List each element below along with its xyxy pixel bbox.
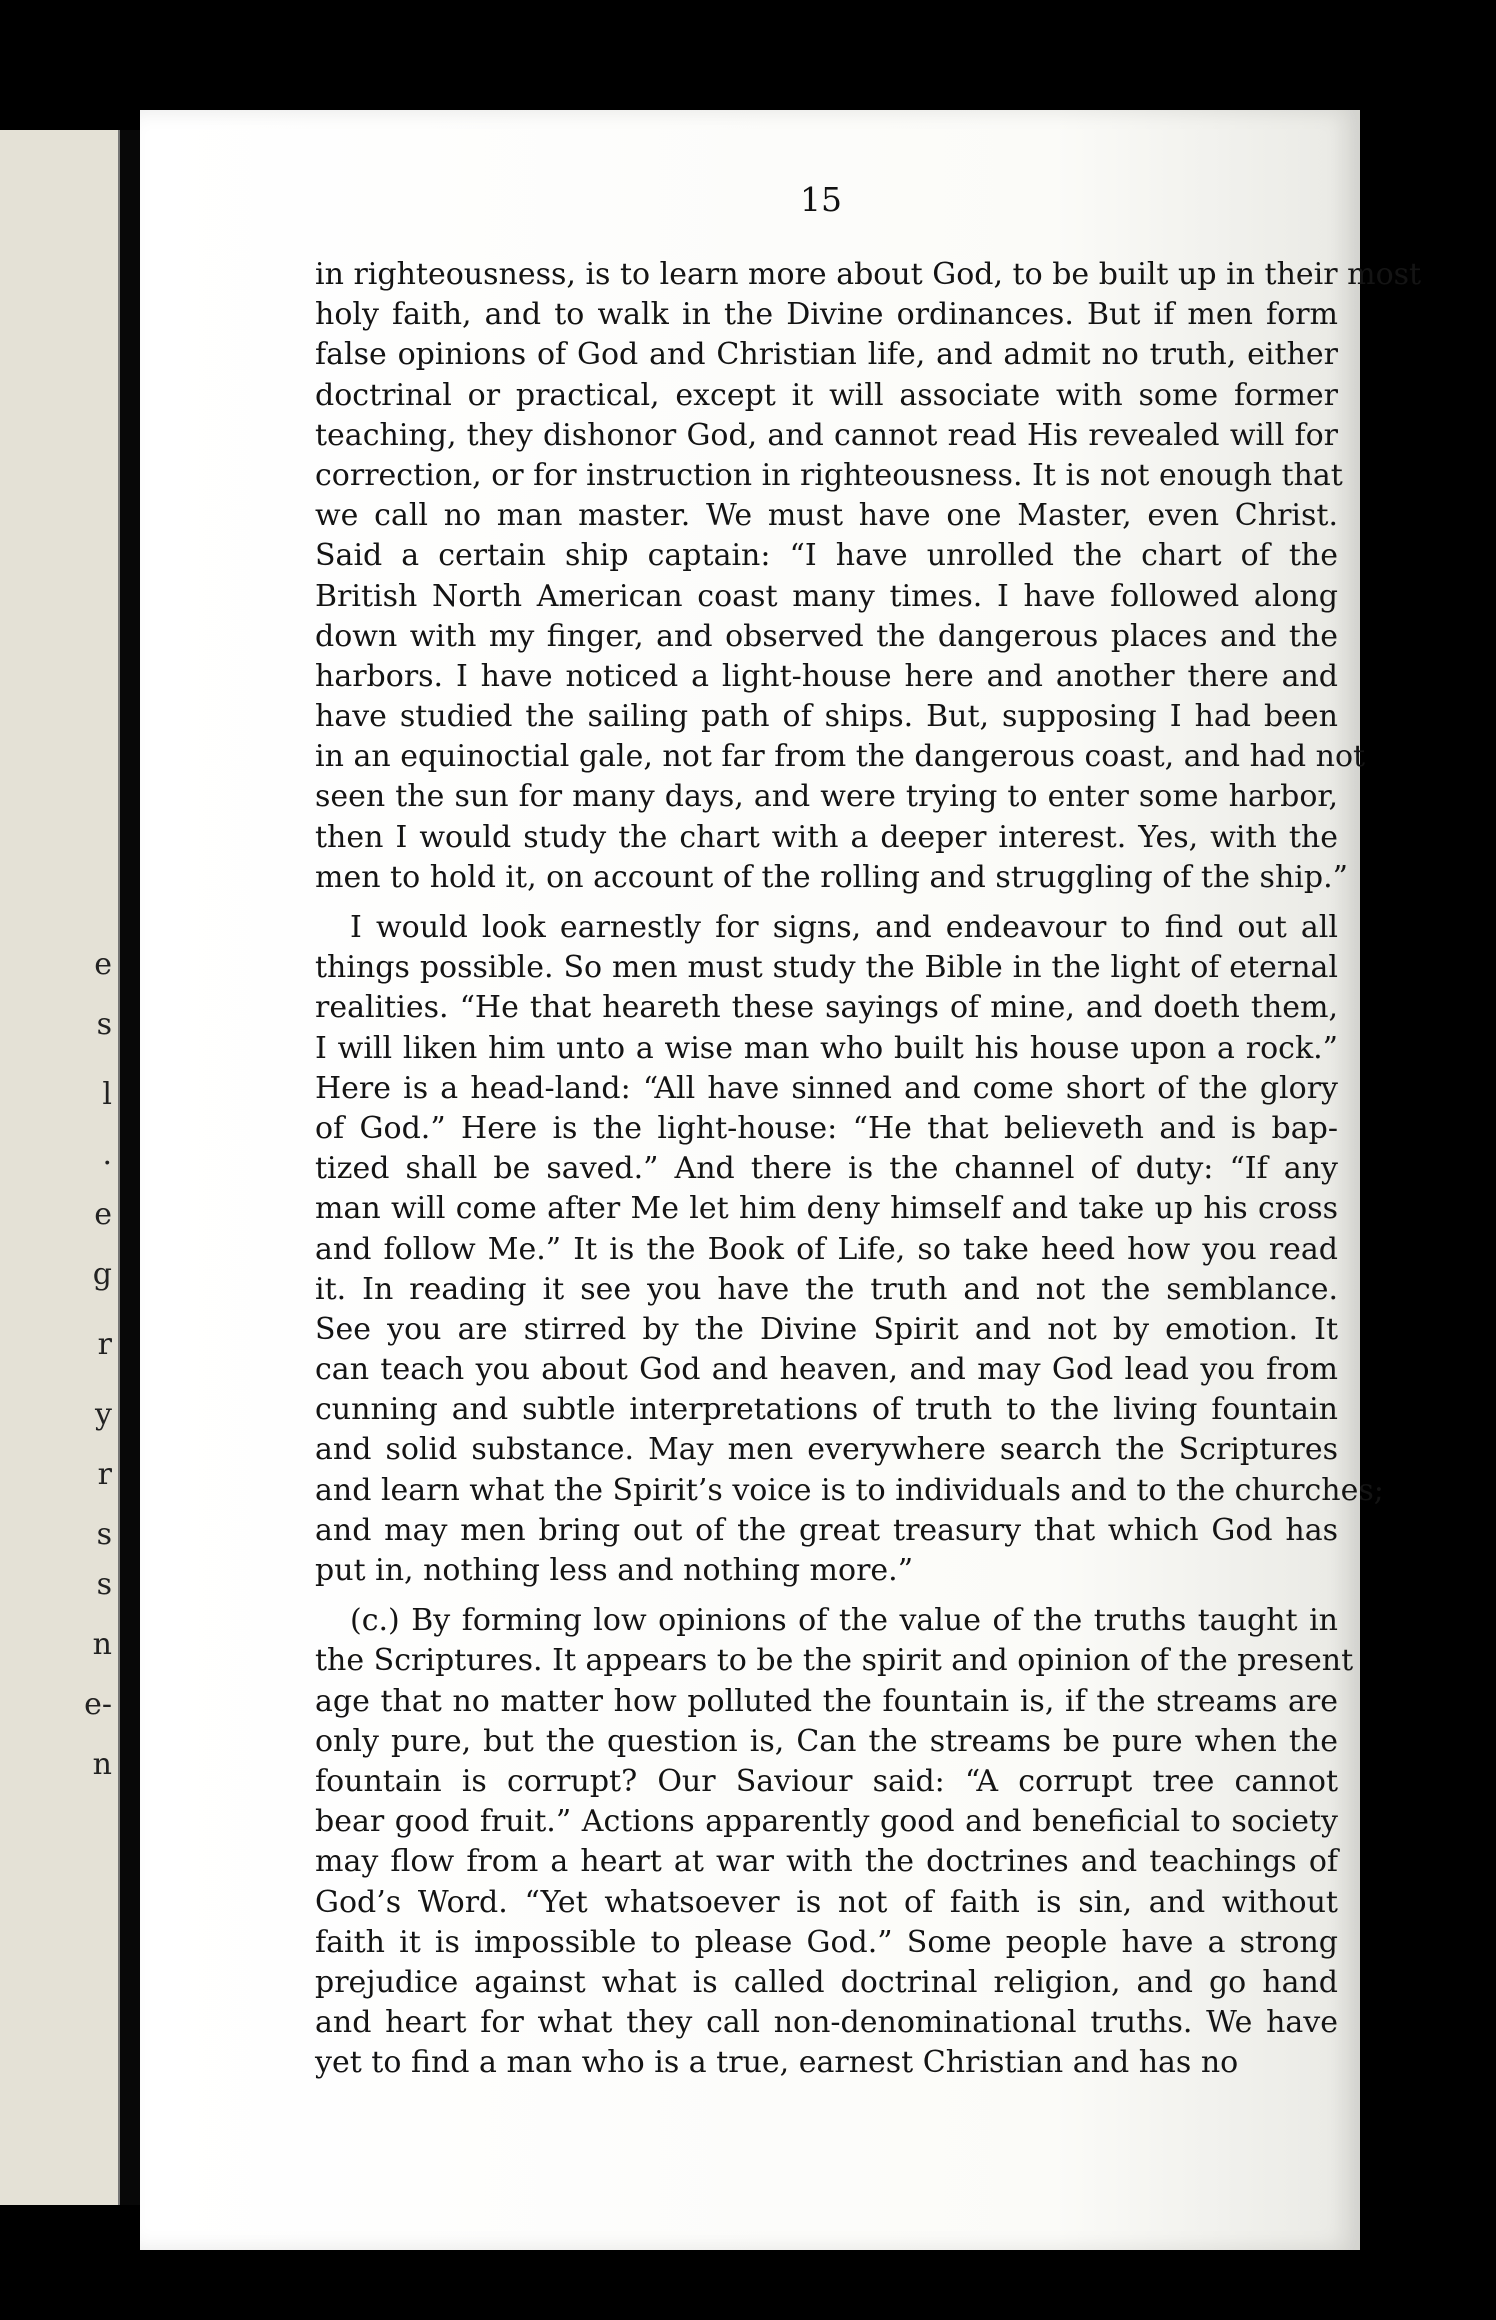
adjacent-page-fragment: l: [102, 1077, 112, 1112]
text-line: may flow from a heart at war with the doctrines and teachings of: [315, 1844, 1338, 1880]
text-line: doctrinal or practical, except it will associate with some former: [315, 377, 1338, 413]
text-line: only pure, but the question is, Can the streams be pure when the: [315, 1723, 1338, 1759]
paragraph: [315, 255, 1422, 898]
text-line: realities. “He that heareth these sayings of mine, and doeth them,: [315, 990, 1338, 1026]
paragraph: [315, 1601, 1354, 2083]
text-line: things possible. So men must study the Bible in the light of eternal: [315, 950, 1338, 986]
adjacent-page-fragment: n: [92, 1627, 112, 1662]
adjacent-page-fragment: s: [96, 1517, 112, 1552]
text-line: down with my finger, and observed the dangerous places and the: [315, 618, 1338, 654]
text-line: age that no matter how polluted the fountain is, if the streams are: [315, 1683, 1338, 1719]
adjacent-page-fragment: s: [96, 1567, 112, 1602]
text-line: seen the sun for many days, and were trying to enter some harbor,: [315, 779, 1338, 815]
adjacent-page-fragment: r: [97, 1327, 112, 1362]
paragraph-spacer: [315, 898, 1338, 908]
text-line: in an equinoctial gale, not far from the dangerous coast, and had not: [315, 739, 1366, 775]
text-line: See you are stirred by the Divine Spirit and not by emotion. It: [315, 1311, 1338, 1347]
text-line: Here is a head-land: “All have sinned and come short of the glory: [315, 1070, 1338, 1106]
text-line: harbors. I have noticed a light-house here and another there and: [315, 658, 1338, 694]
adjacent-page-fragment: n: [92, 1747, 112, 1782]
adjacent-page-fragment: y: [95, 1397, 112, 1432]
adjacent-page-fragment: e-: [84, 1687, 112, 1722]
text-line: British North American coast many times. I have followed along: [315, 578, 1338, 614]
text-line: bear good fruit.” Actions apparently good and beneficial to society: [315, 1804, 1338, 1840]
text-line: God’s Word. “Yet whatsoever is not of faith is sin, and without: [315, 1884, 1338, 1920]
text-line: and may men bring out of the great treasury that which God has: [315, 1512, 1338, 1548]
adjacent-page-fragment: .: [102, 1137, 112, 1172]
adjacent-page-fragments: [0, 130, 118, 2205]
paragraph-spacer: [315, 1591, 1338, 1601]
adjacent-page-fragment: g: [92, 1257, 112, 1292]
book-page: [140, 110, 1422, 2250]
text-line: teaching, they dishonor God, and cannot read His revealed will for: [315, 417, 1338, 453]
text-line: and heart for what they call non-denominational truths. We have: [315, 2005, 1338, 2041]
page-gutter: [120, 130, 140, 2205]
page-body-text: [315, 255, 1422, 2083]
text-line: faith it is impossible to please God.” Some people have a strong: [315, 1924, 1338, 1960]
text-line: and learn what the Spirit’s voice is to individuals and to the churches;: [315, 1472, 1384, 1508]
text-line: and solid substance. May men everywhere search the Scriptures: [315, 1432, 1338, 1468]
text-line: can teach you about God and heaven, and may God lead you from: [315, 1352, 1338, 1388]
text-line: man will come after Me let him deny himself and take up his cross: [315, 1191, 1338, 1227]
text-line: false opinions of God and Christian life, and admit no truth, either: [315, 337, 1338, 373]
text-line: we call no man master. We must have one Master, even Christ.: [315, 498, 1338, 534]
text-line: holy faith, and to walk in the Divine ordinances. But if men form: [315, 297, 1338, 333]
text-line: tized shall be saved.” And there is the channel of duty: “If any: [315, 1151, 1338, 1187]
text-line: the Scriptures. It appears to be the spirit and opinion of the present: [315, 1643, 1354, 1679]
page-number: 15: [800, 180, 842, 219]
adjacent-page-fragment: e: [94, 1197, 112, 1232]
adjacent-page-fragment: r: [97, 1457, 112, 1492]
text-line: I will liken him unto a wise man who built his house upon a rock.”: [315, 1030, 1338, 1066]
text-line: it. In reading it see you have the truth and not the semblance.: [315, 1271, 1338, 1307]
text-line: prejudice against what is called doctrinal religion, and go hand: [315, 1964, 1338, 2000]
text-line: cunning and subtle interpretations of truth to the living fountain: [315, 1392, 1338, 1428]
text-line: fountain is corrupt? Our Saviour said: “A corrupt tree cannot: [315, 1763, 1338, 1799]
text-line: in righteousness, is to learn more about God, to be built up in their most: [315, 257, 1422, 292]
adjacent-page-fragment: s: [96, 1007, 112, 1042]
text-line: (c.) By forming low opinions of the value of the truths taught in: [350, 1603, 1338, 1639]
text-line: men to hold it, on account of the rolling and struggling of the ship.”: [315, 859, 1348, 895]
text-line: then I would study the chart with a deeper interest. Yes, with the: [315, 819, 1338, 855]
adjacent-page-edge: [0, 130, 120, 2205]
text-line: put in, nothing less and nothing more.”: [315, 1553, 914, 1588]
paragraph: [315, 908, 1384, 1591]
adjacent-page-fragment: e: [94, 947, 112, 982]
text-line: have studied the sailing path of ships. But, supposing I had been: [315, 699, 1338, 735]
text-line: I would look earnestly for signs, and endeavour to find out all: [350, 910, 1338, 945]
text-line: yet to find a man who is a true, earnest Christian and has no: [315, 2045, 1239, 2081]
text-line: of God.” Here is the light-house: “He that believeth and is bap-: [315, 1110, 1338, 1146]
text-line: correction, or for instruction in righteousness. It is not enough that: [315, 457, 1343, 493]
text-line: Said a certain ship captain: “I have unrolled the chart of the: [315, 538, 1338, 574]
text-line: and follow Me.” It is the Book of Life, so take heed how you read: [315, 1231, 1338, 1267]
